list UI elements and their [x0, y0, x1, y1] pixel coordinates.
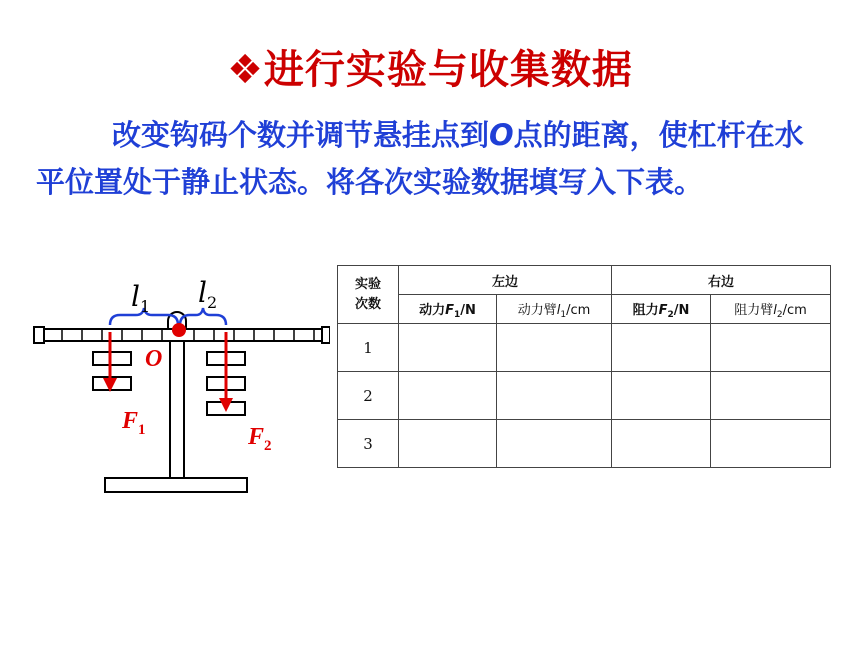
table-cell[interactable] — [612, 372, 711, 420]
instruction-paragraph — [36, 112, 826, 206]
data-table — [337, 265, 831, 468]
slide-title — [0, 38, 860, 95]
pivot-dot — [172, 323, 186, 337]
table-cell[interactable] — [612, 420, 711, 468]
left-weight-1 — [93, 352, 131, 365]
table-cell[interactable] — [399, 420, 497, 468]
table-cell[interactable] — [612, 324, 711, 372]
paragraph-part2: 点的距离，使杠杆在水平位置处于静止状态。将各次实验数据填写入下表。 — [36, 118, 804, 199]
table-row — [338, 324, 831, 372]
table-header-row — [338, 266, 831, 295]
label-l2: $l_2$ — [198, 276, 218, 312]
col-load-arm-header: 阻力臂$l_2/cm$ — [711, 295, 831, 324]
label-l1: $l_1$ — [131, 280, 151, 316]
title-text: 进行实验与收集数据 — [263, 47, 633, 93]
lever-diagram — [30, 270, 330, 500]
col-effort-arm-header: 动力臂$l_1/cm$ — [497, 295, 612, 324]
table-cell[interactable] — [711, 324, 831, 372]
table-cell[interactable] — [497, 372, 612, 420]
label-f2: $F_2$ — [248, 424, 272, 454]
table-subheader-row — [338, 295, 831, 324]
lever-base — [105, 478, 247, 492]
table-cell[interactable] — [399, 324, 497, 372]
pivot-letter: O — [489, 118, 514, 152]
left-nut — [34, 327, 44, 343]
table-cell[interactable] — [711, 372, 831, 420]
table-cell[interactable] — [497, 420, 612, 468]
table-cell[interactable] — [711, 420, 831, 468]
diamond-bullet-icon: ❖ — [227, 47, 264, 93]
table-row — [338, 420, 831, 468]
paragraph-part1: 改变钩码个数并调节悬挂点到 — [112, 118, 490, 152]
table-cell[interactable] — [497, 324, 612, 372]
corner-header: 实验 次数 — [338, 266, 399, 324]
table-cell[interactable] — [399, 372, 497, 420]
left-group-header: 左边 — [399, 266, 612, 295]
right-group-header: 右边 — [612, 266, 831, 295]
row-number: 2 — [338, 372, 399, 420]
col-load-header: 阻力$F_2/N$ — [612, 295, 711, 324]
row-number: 3 — [338, 420, 399, 468]
col-effort-header: 动力$F_1/N$ — [399, 295, 497, 324]
table-row — [338, 372, 831, 420]
right-nut — [322, 327, 330, 343]
lever-stand — [170, 332, 184, 478]
row-number: 1 — [338, 324, 399, 372]
label-f1: $F_1$ — [122, 408, 146, 438]
label-pivot-o: O — [145, 346, 163, 372]
